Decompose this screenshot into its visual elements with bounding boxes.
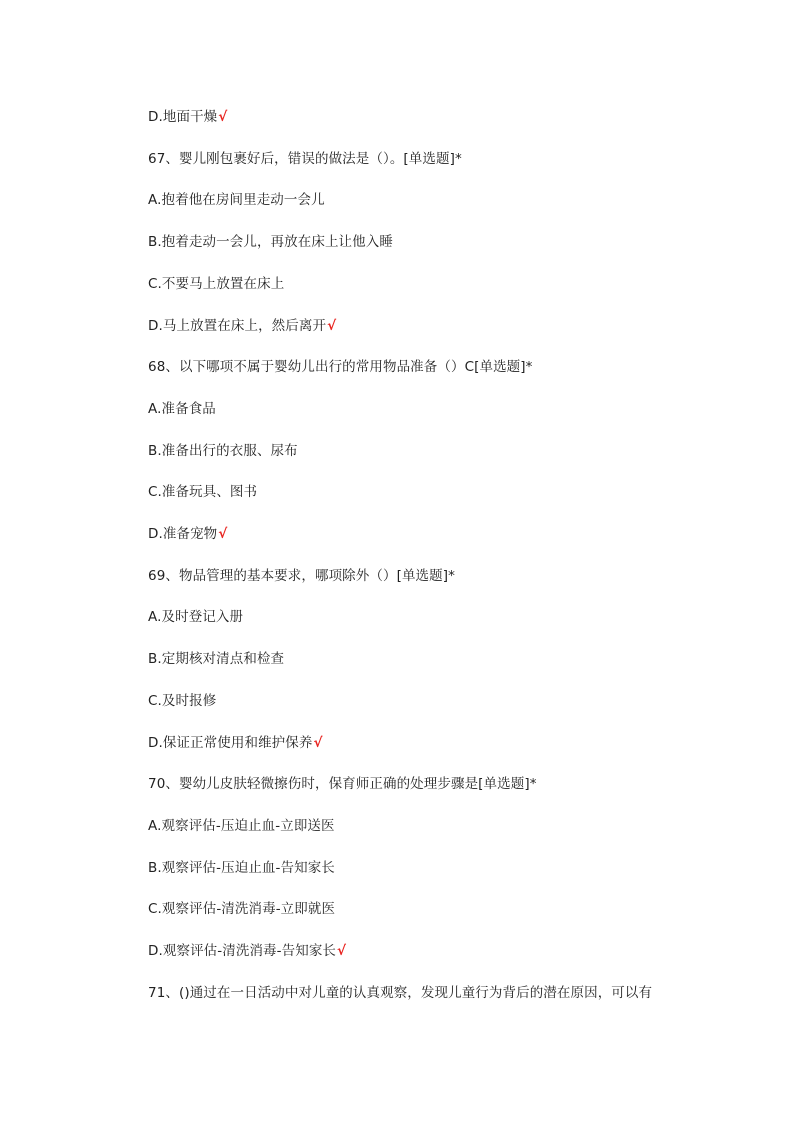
correct-answer-check-icon: √	[218, 526, 228, 542]
text-line	[148, 232, 393, 252]
text-line	[148, 274, 284, 294]
line-text: 71、()通过在一日活动中对儿童的认真观察，发现儿童行为背后的潜在原因，可以有	[148, 984, 653, 1001]
text-line	[148, 482, 257, 502]
line-text: A.观察评估-压迫止血-立即送医	[148, 817, 335, 834]
text-line	[148, 607, 243, 627]
correct-answer-check-icon: √	[313, 734, 323, 751]
line-text: D.观察评估-清洗消毒-告知家长	[148, 943, 337, 959]
line-text: 70、婴幼儿皮肤轻微擦伤时，保育师正确的处理步骤是[单选题]*	[148, 776, 537, 793]
line-text: C.准备玩具、图书	[148, 484, 258, 501]
text-line	[148, 149, 462, 169]
text-line	[148, 524, 227, 544]
line-text: C.不要马上放置在床上	[148, 275, 285, 292]
text-line	[148, 774, 537, 794]
text-line	[148, 566, 455, 586]
text-line	[148, 190, 325, 210]
text-line	[148, 107, 227, 127]
line-text: A.准备食品	[148, 400, 216, 417]
line-text: D.地面干燥	[148, 109, 218, 125]
text-line	[148, 649, 284, 669]
text-line	[148, 899, 335, 919]
line-text: B.定期核对清点和检查	[148, 651, 285, 668]
line-text: C.及时报修	[148, 692, 217, 709]
correct-answer-check-icon: √	[327, 317, 337, 334]
line-text: 67、婴儿刚包裹好后，错误的做法是（）。[单选题]*	[148, 150, 462, 167]
line-text: B.准备出行的衣服、尿布	[148, 442, 298, 459]
line-text: A.及时登记入册	[148, 609, 244, 626]
text-line	[148, 316, 336, 336]
line-text: C.观察评估-清洗消毒-立即就医	[148, 901, 336, 918]
text-line	[148, 399, 216, 419]
line-text: D.准备宠物	[148, 526, 218, 542]
text-line	[148, 733, 323, 753]
text-line	[148, 691, 216, 711]
text-line	[148, 941, 346, 961]
text-line	[148, 983, 652, 1003]
text-line	[148, 441, 298, 461]
text-line	[148, 858, 335, 878]
text-line	[148, 357, 533, 377]
line-text: 68、以下哪项不属于婴幼儿出行的常用物品准备（）C[单选题]*	[148, 359, 533, 376]
correct-answer-check-icon: √	[337, 943, 347, 959]
line-text: 69、物品管理的基本要求，哪项除外（）[单选题]*	[148, 567, 455, 584]
text-line	[148, 816, 335, 836]
correct-answer-check-icon: √	[218, 109, 228, 125]
line-text: B.抱着走动一会儿，再放在床上让他入睡	[148, 234, 393, 251]
line-text: A.抱着他在房间里走动一会儿	[148, 192, 325, 209]
line-text: B.观察评估-压迫止血-告知家长	[148, 859, 335, 876]
line-text: D.保证正常使用和维护保养	[148, 734, 313, 751]
line-text: D.马上放置在床上，然后离开	[148, 317, 327, 334]
